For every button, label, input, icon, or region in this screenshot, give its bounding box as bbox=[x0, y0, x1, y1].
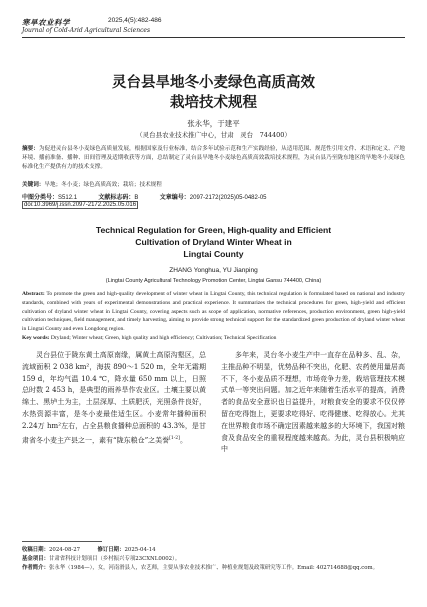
keywords-en bbox=[22, 334, 405, 343]
abstract-en-text: To promote the green and high-quality development of winter wheat in Lingtai County, this technical regulation is formulated based on national and industry standards, combined with years of experimental demonstrations and practical experience. It summarizes the technical procedures for green, high-yield and efficient cultivation of dryland winter wheat in Lingtai County, covering aspects such as scope of application, normative references, production environment, green high-yield cultivation techniques, field management, and timely harvesting, aiming to provide strong technical support for the standardized green production of dryland winter wheat in Lingtai County and even Longdong region. bbox=[22, 291, 405, 333]
clc-label: 中图分类号： bbox=[22, 195, 59, 201]
fund-text: 甘肃省科技计划项目（乡村振兴专项23CXNL0002）。 bbox=[48, 556, 181, 562]
citation-ref[interactable]: [1-2] bbox=[169, 435, 180, 441]
doi-link[interactable] bbox=[22, 201, 138, 209]
title-cn-line1: 灵台县旱地冬小麦绿色高质高效 bbox=[112, 75, 315, 91]
body-left-text: 灵台县位于陇东黄土高原南缘，属黄土高原沟壑区，总流域面积 2 038 km²，海拔 890～1 520 m，全年无霜期 159 d，年均气温 10.4 ℃，降水量 650 mm 以上，日照总时数 2 453 h，是典型的雨养旱作农业区。土壤主要以黄绵土、黑垆土为主，土层深厚、土质肥沃，光照条件良好，水热资源丰富，是冬小麦最佳适生区。小麦常年播种面积2.24万 hm²左右，占全县粮食播种总面积的 43.3%，是甘肃省冬小麦主产县之一，素有“陇东粮仓”之美誉 bbox=[22, 351, 206, 444]
body-column-left bbox=[22, 350, 206, 447]
keywords-cn bbox=[22, 181, 405, 190]
footnote-rule bbox=[22, 541, 102, 542]
title-cn-line2: 栽培技术规程 bbox=[170, 95, 257, 111]
clc-value: S512.1 bbox=[58, 195, 78, 201]
footnote-dates bbox=[22, 546, 405, 555]
doi-value: 10.3969/j.issn.2097-2172.2025.05.016 bbox=[33, 202, 137, 208]
authors-en: ZHANG Yonghua, YU Jianping bbox=[169, 267, 258, 274]
author-bio-text: 张永华（1984—），女，河南滑县人，农艺师，主要从事农业技术推广、种植业规划及政策研究等工作。Email: 402714688@qq.com。 bbox=[48, 565, 379, 571]
header-rule bbox=[22, 37, 405, 38]
abstract-en bbox=[22, 290, 405, 334]
doc-code-value: B bbox=[134, 195, 139, 201]
abstract-cn-label: 摘要： bbox=[22, 146, 39, 152]
title-en-line3: Lingtai County bbox=[183, 249, 244, 259]
meta-doi bbox=[22, 202, 138, 208]
received-date: 2024-08-27 bbox=[48, 547, 81, 553]
keywords-en-label: Key words: bbox=[22, 335, 50, 341]
footnote-author bbox=[22, 564, 405, 573]
issn-value: 2097-2172(2025)05-0482-05 bbox=[189, 195, 267, 201]
affiliation-cn: （灵台县农业技术推广中心，甘肃 灵台 744400） bbox=[136, 131, 291, 139]
keywords-cn-label: 关键词： bbox=[22, 182, 45, 188]
authors-cn: 张永华，于建平 bbox=[187, 119, 240, 128]
footnote-fund bbox=[22, 555, 405, 564]
issn-label: 文章编号： bbox=[159, 195, 190, 201]
title-en-line2: Cultivation of Dryland Winter Wheat in bbox=[135, 237, 292, 247]
keywords-en-text: Dryland; Winter wheat; Green, high quality and high efficiency; Cultivation; Technical Specification bbox=[50, 335, 277, 341]
abstract-en-label: Abstract: bbox=[22, 291, 45, 297]
keywords-cn-text: 旱地；冬小麦；绿色高质高效；栽培；技术规程 bbox=[44, 182, 162, 188]
doc-code-label: 文献标志码： bbox=[98, 195, 135, 201]
revised-label: 修订日期： bbox=[97, 547, 125, 553]
revised-date: 2025-04-14 bbox=[124, 547, 156, 553]
body-left-end: 。 bbox=[179, 435, 187, 444]
body-column-right: 多年来，灵台冬小麦生产中一直存在品种多、乱、杂，主推品种不明显，优势品种不突出，化肥、农药使用量居高不下，冬小麦品质不理想，市场竞争力差，栽培管理技术模式单一等突出问题。加之近年来随着生活水平的提高，消费者的食品安全意识也日益提升，对粮食安全的要求不仅仅停留在吃得饱上，更要求吃得好、吃得健康、吃得放心。尤其在世界粮食市场不确定因素越来越多的大环境下，我国对粮食及食品安全的重视程度越来越高。为此，灵台县积极响应中 bbox=[221, 351, 405, 454]
journal-name-en: Journal of Cold-Arid Agricultural Sciences bbox=[22, 27, 151, 34]
journal-name-cn: 寒旱农业科学 bbox=[22, 18, 70, 27]
author-bio-label: 作者简介： bbox=[22, 565, 49, 571]
fund-label: 基金项目： bbox=[22, 556, 49, 562]
doi-prefix: doi: bbox=[24, 202, 34, 208]
affiliation-en: (Lingtai County Agricultural Technology Promotion Center, Lingtai Gansu 744400, China) bbox=[105, 278, 322, 284]
meta-classification bbox=[22, 192, 267, 201]
journal-issue: 2025,4(5):482-486 bbox=[108, 17, 162, 24]
abstract-cn bbox=[22, 145, 405, 172]
received-label: 收稿日期： bbox=[22, 547, 49, 553]
title-en-line1: Technical Regulation for Green, High-quality and Efficient bbox=[95, 225, 332, 235]
abstract-cn-text: 为促进灵台县冬小麦绿色高质量发展，根据国家及行业标准，结合多年试验示范和生产实践经验，从适用范围、规范性引用文件、术语和定义、产地环境、播前准备、播种、田间管理及适期收获等方面，总结制定了灵台县旱地冬小麦绿色高质高效栽培技术规程，为灵台县乃至陇东地区的旱地冬小麦绿色标准化生产提供有力的技术支撑。 bbox=[22, 146, 405, 170]
